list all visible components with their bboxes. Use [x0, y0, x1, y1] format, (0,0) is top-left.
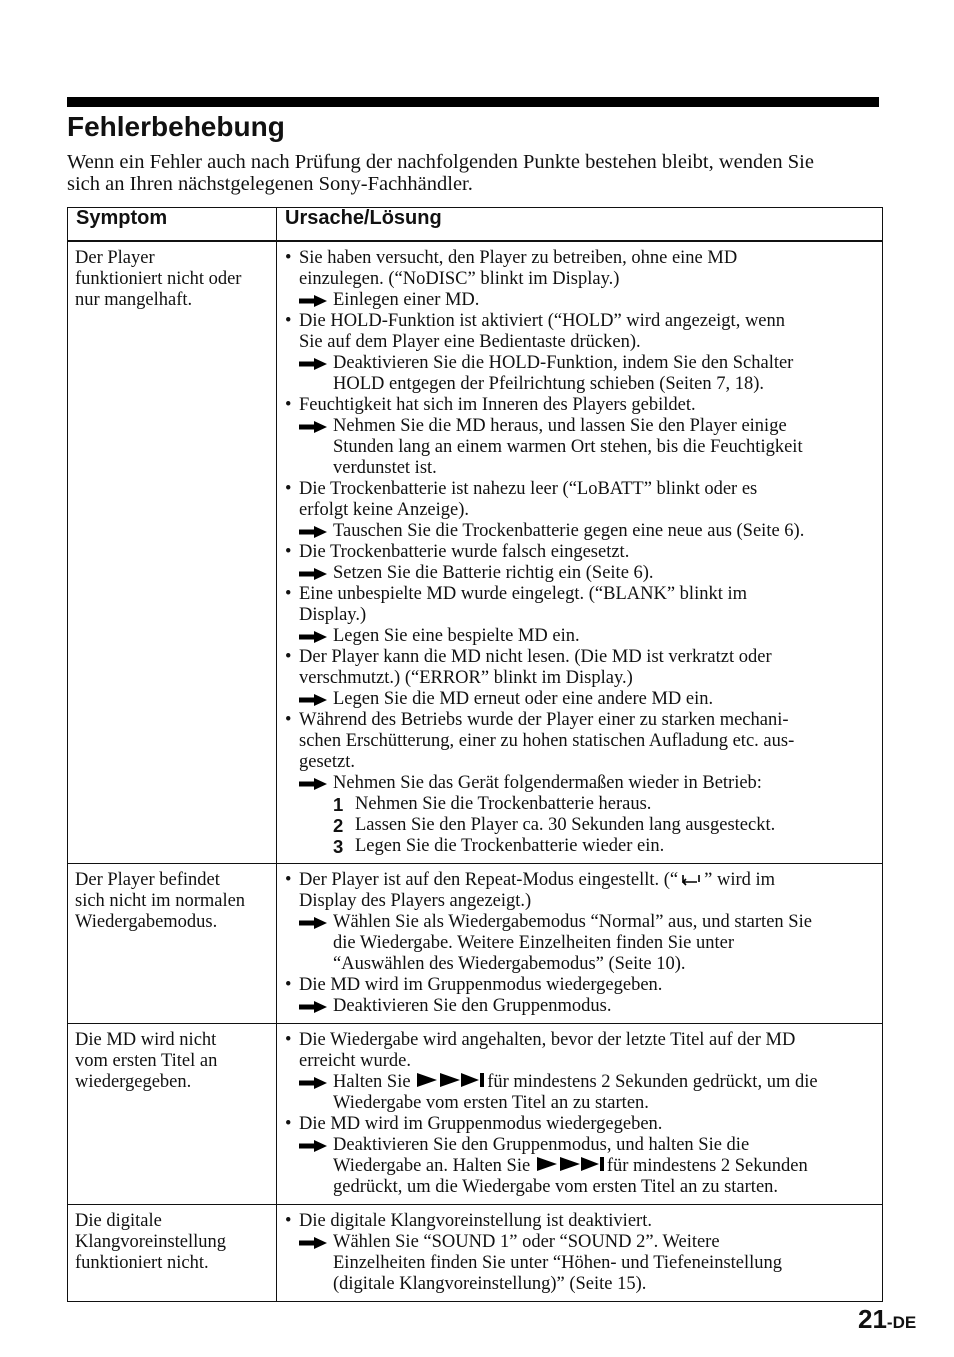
- cause-bullet: [285, 710, 876, 773]
- cause-line: verschmutzt.) (“ERROR” blinkt im Display.): [299, 668, 633, 688]
- solution-line: verdunstet ist.: [333, 458, 437, 478]
- cause-line: • Feuchtigkeit hat sich im Inneren des Players gebildet.: [299, 395, 696, 415]
- solution-line: Einzelheiten finden Sie unter “Höhen- und Tiefeneinstellung: [333, 1253, 783, 1273]
- solution-item: [285, 1072, 876, 1114]
- troubleshooting-table: [67, 207, 883, 1302]
- table-row: [68, 1024, 883, 1205]
- solution-text: für mindestens 2 Sekunden gedrückt, um die: [487, 1072, 818, 1092]
- step-item: [285, 836, 876, 857]
- solution-line: [333, 1156, 876, 1177]
- step-text: Lassen Sie den Player ca. 30 Sekunden lang ausgesteckt.: [355, 815, 776, 835]
- right-arrow-icon: [299, 694, 327, 706]
- solution-line: Tauschen Sie die Trockenbatterie gegen eine neue aus (Seite 6).: [333, 521, 805, 541]
- cause-bullet: [285, 1211, 876, 1232]
- symptom-line: Wiedergabemodus.: [75, 912, 218, 932]
- symptom-line: Klangvoreinstellung: [75, 1232, 227, 1252]
- cause-bullet: [285, 1114, 876, 1135]
- page-title: Fehlerbehebung: [67, 111, 285, 142]
- solution-item: [285, 773, 876, 794]
- step-item: [285, 794, 876, 815]
- symptom-line: funktioniert nicht oder: [75, 269, 242, 289]
- cause-line: • Die digitale Klangvoreinstellung ist deaktiviert.: [299, 1211, 652, 1231]
- solution-line: Setzen Sie die Batterie richtig ein (Seite 6).: [333, 563, 654, 583]
- solution-line: Nehmen Sie die MD heraus, und lassen Sie den Player einige: [333, 416, 787, 436]
- repeat-icon: [680, 873, 702, 887]
- solution-line: Deaktivieren Sie den Gruppenmodus, und halten Sie die: [333, 1135, 750, 1155]
- solution-line: Wählen Sie als Wiedergabemodus “Normal” aus, und starten Sie: [333, 912, 812, 932]
- cause-line: • Der Player kann die MD nicht lesen. (Die MD ist verkratzt oder: [299, 647, 772, 667]
- cause-line: • Die Wiedergabe wird angehalten, bevor der letzte Titel auf der MD: [299, 1030, 796, 1050]
- solution-line: “Auswählen des Wiedergabemodus” (Seite 10).: [333, 954, 686, 974]
- symptom-cell: [68, 1205, 277, 1302]
- page-language-suffix: -DE: [886, 1313, 917, 1332]
- step-number: 1: [333, 794, 344, 815]
- symptom-line: nur mangelhaft.: [75, 290, 193, 310]
- solution-line: Legen Sie eine bespielte MD ein.: [333, 626, 580, 646]
- solution-line: Einlegen einer MD.: [333, 290, 480, 310]
- cause-bullet: [285, 1030, 876, 1072]
- right-arrow-icon: [299, 778, 327, 790]
- intro-line: sich an Ihren nächstgelegenen Sony-Fachhändler.: [67, 173, 473, 195]
- step-text: Nehmen Sie die Trockenbatterie heraus.: [355, 794, 652, 814]
- solution-item: [285, 1135, 876, 1198]
- symptom-line: wiedergegeben.: [75, 1072, 192, 1092]
- header-symptom: Symptom: [68, 208, 277, 242]
- symptom-line: vom ersten Titel an: [75, 1051, 218, 1071]
- fast-forward-skip-icon: [537, 1156, 605, 1172]
- cause-bullet: [285, 311, 876, 353]
- right-arrow-icon: [299, 358, 327, 370]
- solution-line: Stunden lang an einem warmen Ort stehen, bis die Feuchtigkeit: [333, 437, 803, 457]
- intro-line: Wenn ein Fehler auch nach Prüfung der nachfolgenden Punkte bestehen bleibt, wenden Sie: [67, 151, 814, 173]
- symptom-cell: [68, 864, 277, 1024]
- solution-item: [285, 353, 876, 395]
- step-text: Legen Sie die Trockenbatterie wieder ein.: [355, 836, 665, 856]
- cause-bullet: [285, 395, 876, 416]
- cause-bullet: [285, 584, 876, 626]
- cause-line: schen Erschütterung, einer zu hohen statischen Aufladung etc. aus-: [299, 731, 795, 751]
- cause-text: ” wird im: [704, 870, 776, 890]
- page-number-value: 21: [858, 1304, 887, 1334]
- step-item: [285, 815, 876, 836]
- cause-bullet: [285, 647, 876, 689]
- cause-line: Display des Players angezeigt.): [299, 891, 532, 911]
- title-rule: [67, 97, 879, 107]
- right-arrow-icon: [299, 1001, 327, 1013]
- table-header-row: [68, 208, 883, 242]
- solution-item: [285, 416, 876, 479]
- symptom-line: Die digitale: [75, 1211, 162, 1231]
- table-row: [68, 1205, 883, 1302]
- solution-item: [285, 626, 876, 647]
- solution-item: [285, 290, 876, 311]
- solution-line: Legen Sie die MD erneut oder eine andere MD ein.: [333, 689, 714, 709]
- symptom-line: funktioniert nicht.: [75, 1253, 209, 1273]
- solution-item: [285, 563, 876, 584]
- right-arrow-icon: [299, 526, 327, 538]
- solution-line: [333, 1072, 876, 1093]
- table-row: [68, 864, 883, 1024]
- solution-text: Wiedergabe an. Halten Sie: [333, 1156, 531, 1176]
- symptom-line: Die MD wird nicht: [75, 1030, 217, 1050]
- symptom-cell: [68, 1024, 277, 1205]
- cause-cell: [277, 241, 883, 864]
- cause-line: • Die Trockenbatterie wurde falsch eingesetzt.: [299, 542, 630, 562]
- symptom-cell: [68, 241, 277, 864]
- symptom-line: sich nicht im normalen: [75, 891, 246, 911]
- cause-line: erreicht wurde.: [299, 1051, 411, 1071]
- right-arrow-icon: [299, 1237, 327, 1249]
- cause-line: • Die MD wird im Gruppenmodus wiedergegeben.: [299, 1114, 663, 1134]
- solution-text: Halten Sie: [333, 1072, 411, 1092]
- cause-line: [299, 870, 876, 891]
- solution-item: [285, 689, 876, 710]
- table-row: [68, 241, 883, 864]
- solution-item: [285, 996, 876, 1017]
- cause-bullet: [285, 870, 876, 912]
- cause-line: • Während des Betriebs wurde der Player einer zu starken mechani-: [299, 710, 789, 730]
- solution-line: HOLD entgegen der Pfeilrichtung schieben (Seiten 7, 18).: [333, 374, 765, 394]
- cause-bullet: [285, 542, 876, 563]
- solution-line: gedrückt, um die Wiedergabe vom ersten Titel an zu starten.: [333, 1177, 779, 1197]
- step-number: 3: [333, 836, 344, 857]
- solution-item: [285, 1232, 876, 1295]
- cause-line: erfolgt keine Anzeige).: [299, 500, 470, 520]
- right-arrow-icon: [299, 421, 327, 433]
- cause-line: • Die HOLD-Funktion ist aktiviert (“HOLD” wird angezeigt, wenn: [299, 311, 786, 331]
- intro-paragraph: [67, 151, 882, 195]
- step-number: 2: [333, 815, 344, 836]
- cause-line: einzulegen. (“NoDISC” blinkt im Display.): [299, 269, 620, 289]
- right-arrow-icon: [299, 1140, 327, 1152]
- right-arrow-icon: [299, 631, 327, 643]
- cause-cell: [277, 1205, 883, 1302]
- cause-cell: [277, 864, 883, 1024]
- solution-item: [285, 521, 876, 542]
- right-arrow-icon: [299, 917, 327, 929]
- solution-line: Deaktivieren Sie die HOLD-Funktion, indem Sie den Schalter: [333, 353, 794, 373]
- solution-text: für mindestens 2 Sekunden: [606, 1156, 808, 1176]
- header-cause: Ursache/Lösung: [277, 208, 883, 242]
- right-arrow-icon: [299, 295, 327, 307]
- page-number: [858, 1304, 916, 1335]
- cause-bullet: [285, 975, 876, 996]
- cause-line: • Die Trockenbatterie ist nahezu leer (“LoBATT” blinkt oder es: [299, 479, 758, 499]
- solution-line: Wiedergabe vom ersten Titel an zu starten.: [333, 1093, 649, 1113]
- solution-line: die Wiedergabe. Weitere Einzelheiten finden Sie unter: [333, 933, 735, 953]
- cause-line: • Sie haben versucht, den Player zu betreiben, ohne eine MD: [299, 248, 738, 268]
- solution-line: Wählen Sie “SOUND 1” oder “SOUND 2”. Weitere: [333, 1232, 720, 1252]
- solution-item: [285, 912, 876, 975]
- cause-bullet: [285, 479, 876, 521]
- cause-text: Der Player ist auf den Repeat-Modus eingestellt. (“: [299, 870, 679, 890]
- cause-line: gesetzt.: [299, 752, 355, 772]
- cause-bullet: [285, 248, 876, 290]
- symptom-line: Der Player befindet: [75, 870, 220, 890]
- symptom-line: Der Player: [75, 248, 155, 268]
- solution-line: Nehmen Sie das Gerät folgendermaßen wieder in Betrieb:: [333, 773, 762, 793]
- right-arrow-icon: [299, 1077, 327, 1089]
- cause-line: Display.): [299, 605, 367, 625]
- cause-line: Sie auf dem Player eine Bedientaste drücken).: [299, 332, 641, 352]
- cause-cell: [277, 1024, 883, 1205]
- fast-forward-skip-icon: [417, 1072, 485, 1088]
- cause-line: • Eine unbespielte MD wurde eingelegt. (“BLANK” blinkt im: [299, 584, 748, 604]
- right-arrow-icon: [299, 568, 327, 580]
- solution-line: (digitale Klangvoreinstellung)” (Seite 15).: [333, 1274, 647, 1294]
- cause-line: • Die MD wird im Gruppenmodus wiedergegeben.: [299, 975, 663, 995]
- solution-line: Deaktivieren Sie den Gruppenmodus.: [333, 996, 612, 1016]
